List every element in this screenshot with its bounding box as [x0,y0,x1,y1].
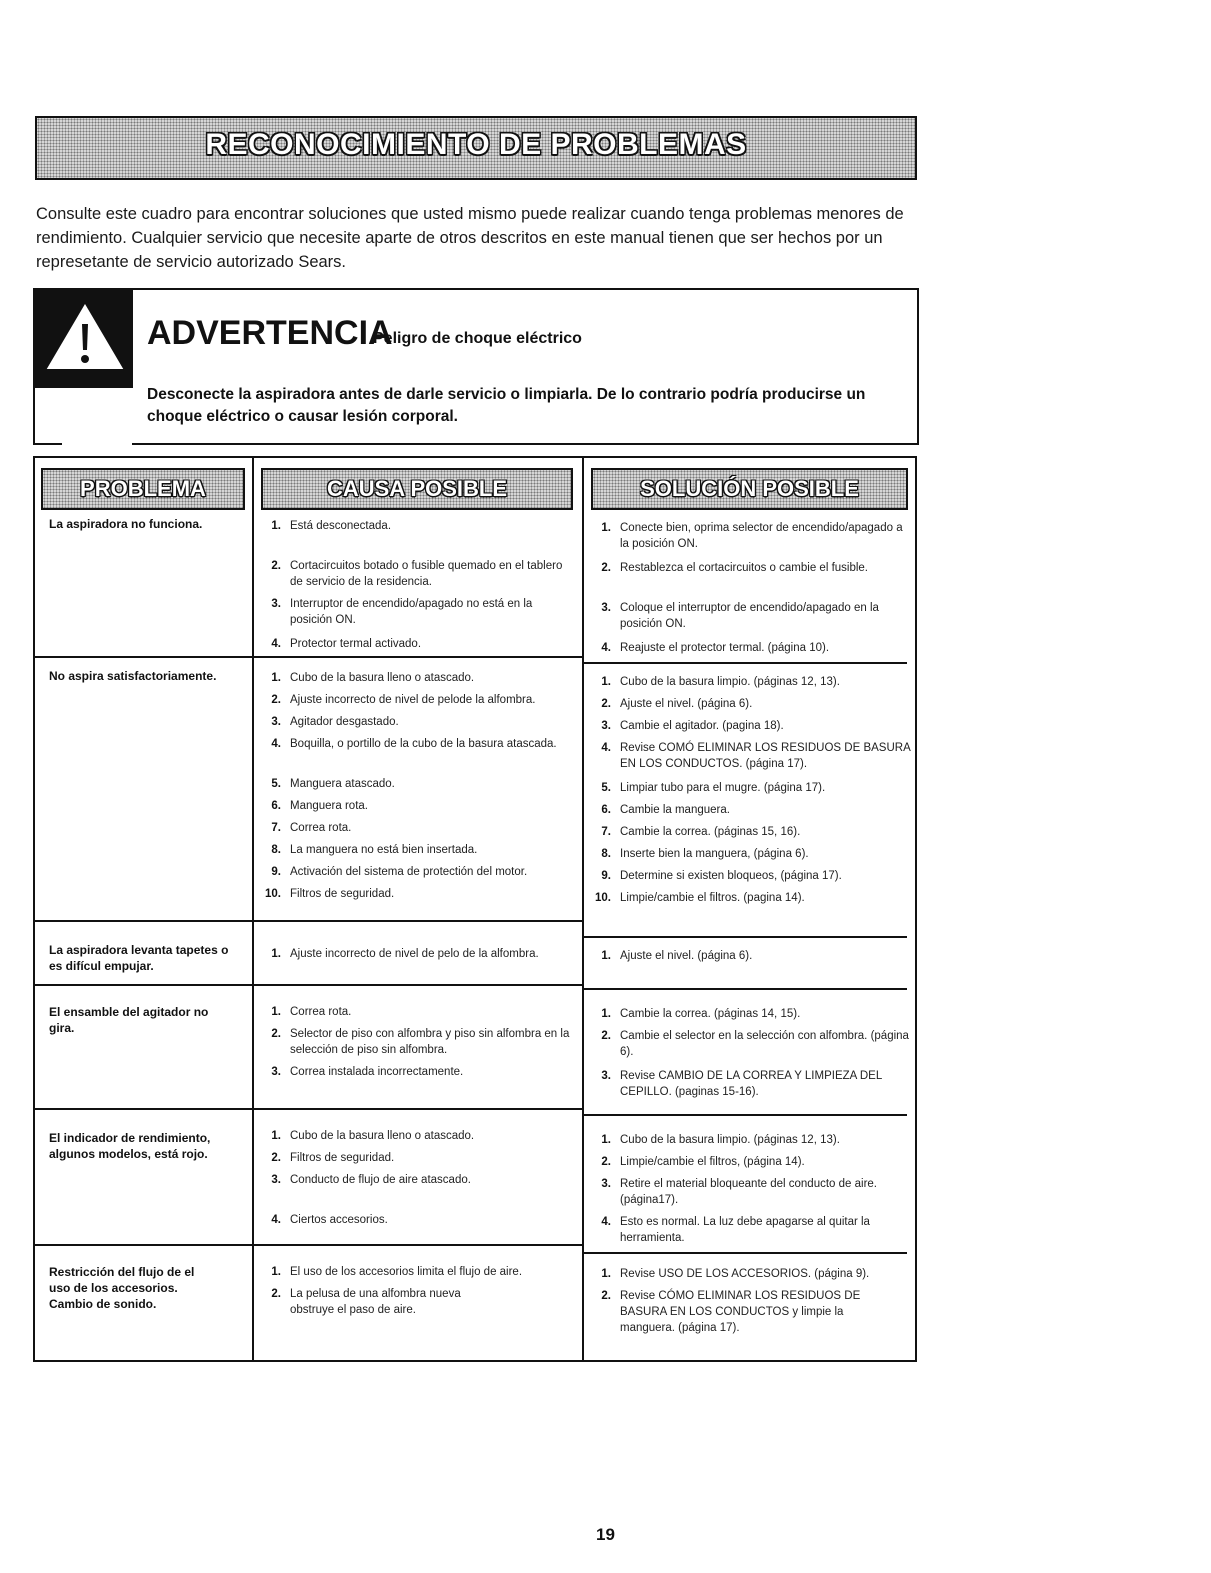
header-problema: PROBLEMA [41,468,245,510]
column-divider [252,458,254,1360]
problem-cell: El indicador de rendimiento, algunos modelos, está rojo. [49,1131,211,1161]
column-divider [582,458,584,1360]
section-title-banner [35,116,917,180]
header-solucion-posible: SOLUCIÓN POSIBLE [591,468,908,510]
warning-subtitle: Peligro de choque eléctrico [373,330,582,347]
intro-paragraph: Consulte este cuadro para encontrar soluciones que usted mismo puede realizar cuando tenga problemas menores de rendimiento. Cualquier servicio que necesite aparte de otros descritos en este manual tienen que ser hechos por un represetante de servicio autorizado Sears. [36,205,904,271]
warning-box [33,288,919,445]
problem-cell: No aspira satisfactoriamente. [49,669,217,683]
page-number: 19 [596,1525,615,1544]
warning-title: ADVERTENCIA [147,314,393,352]
problem-cell: El ensamble del agitador no gira. [49,1005,209,1035]
warning-text: Desconecte la aspiradora antes de darle servicio o limpiarla. De lo contrario podría producirse un choque eléctrico o causar lesión corporal. [147,386,866,425]
problem-cell: La aspiradora no funciona. [49,517,203,531]
warning-triangle-icon [41,296,129,374]
page-title: RECONOCIMIENTO DE PROBLEMAS [205,128,747,161]
problem-cell: La aspiradora levanta tapetes o es difícul empujar. [49,943,229,973]
problem-cell: Restricción del flujo de el uso de los accesorios. Cambio de sonido. [49,1265,195,1311]
troubleshooting-table: PROBLEMA CAUSA POSIBLE SOLUCIÓN POSIBLE La aspiradora no funciona. 1. Está desconectada. 2. Cortacircuitos botado o fusible quemado en el tablero de servicio de la residencia. 3. Interruptor de encendido/apagado no está en la posición ON. 4. Protector termal activado. 1. Conecte bien, oprima selector de encendido/apagado a la posición ON. 2. Restablezca el cortacircuitos o cambie el fusible. 3. Coloque el interruptor de encendido/apagado en la posición ON. 4. Reajuste el protector termal. (página 10). No aspira satisfactoriamente. 1. Cubo de la basura lleno o atascado. 2. Ajuste incorrecto de nivel de pelode la alfombra. 3. Agitador desgastado. 4. Boquilla, o portillo de la cubo de la basura atascada. 5. Manguera atascado. 6. Manguera rota. 7. Correa rota. 8. La manguera no está bien insertada. 9. Activación del sistema de protectión del motor. 10. Filtros de seguridad. 1. Cubo de la basura limpio. (páginas 12, 13). 2. Ajuste el nivel. (página 6). 3. Cambie el agitador. (pagina 18). 4. Revise COMÓ ELIMINAR LOS RESIDUOS DE BASURA EN LOS CONDUCTOS. (página 17). 5. Limpiar tubo para el mugre. (página 17). 6. Cambie la manguera. 7. Cambie la correa. (páginas 15, 16). 8. Inserte bien la manguera, (página 6). 9. Determine si existen bloqueos, (página 17). 10. Limpie/cambie el filtros. (pagina 14). La aspiradora levanta tapetes o es difícul empujar. 1. Ajuste incorrecto de nivel de pelo de la alfombra. 1. Ajuste el nivel. (página 6). El ensamble del agitador no gira. 1. Correa rota. 2. Selector de piso con alfombra y piso sin alfombra en la selección de piso sin alfombra. 3. Correa instalada incorrectamente. 1. Cambie la correa. (páginas 14, 15). 2. Cambie el selector en la selección con alfombra. (página 6). 3. Revise CAMBIO DE LA CORREA Y LIMPIEZA DEL CEPILLO. (paginas 15-16). El indicador de rendimiento, algunos modelos, está rojo. 1. Cubo de la basura lleno o atascado. 2. Filtros de seguridad. 3. Conducto de flujo de aire atascado. 4. Ciertos accesorios. 1. Cubo de la basura limpio. (páginas 12, 13). 2. Limpie/cambie el filtros, (página 14). 3. Retire el material bloqueante del conducto de aire. (página17). 4. Esto es normal. La luz debe apagarse al quitar la herramienta. Restricción del flujo de el uso de los accesorios. Cambio de sonido. 1. El uso de los accesorios limita el flujo de aire. 2. La pelusa de una alfombra nueva obstruye el paso de aire. 1. Revise USO DE LOS ACCESORIOS. (página 9). 2. Revise CÓMO ELIMINAR LOS RESIDUOS DE BASURA EN LOS CONDUCTOS y limpie la manguera. (página 17). [33,456,917,1362]
header-causa-posible: CAUSA POSIBLE [261,468,573,510]
